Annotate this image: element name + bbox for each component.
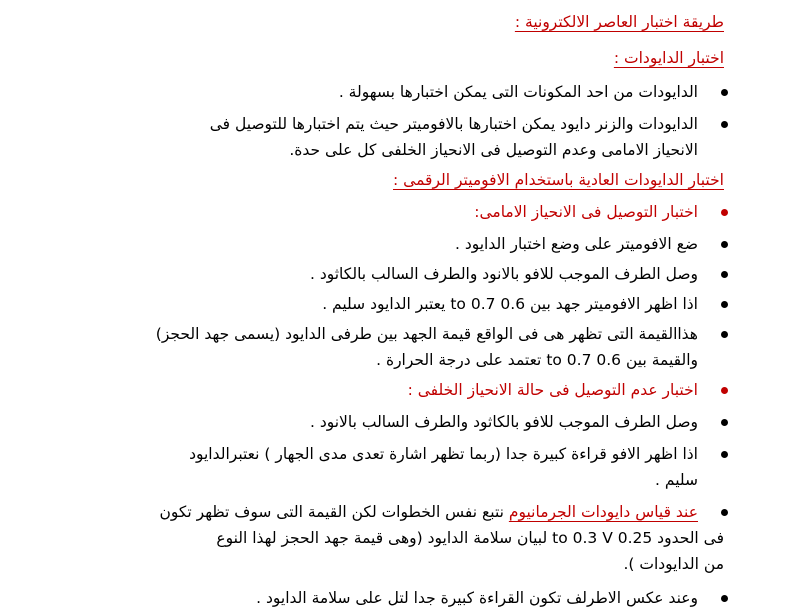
section-heading-digital-multimeter: اختبار الدايودات العادية باستخدام الافوميتر الرقمى : [393,171,724,189]
germanium-highlight: عند قياس دايودات الجرمانيوم [508,503,698,521]
bullet-icon [721,271,728,278]
list-item: الدايودات من احد المكونات التى يمكن اختبارها بسهولة . [339,80,698,104]
bullet-icon [721,451,728,458]
bullet-icon [721,241,728,248]
reverse-bias-heading: اختبار عدم التوصيل فى حالة الانحياز الخلفى : [407,381,698,399]
bullet-icon [721,89,728,96]
bullet-icon [721,331,728,338]
list-item-continuation: من الدايودات ). [623,555,724,573]
forward-bias-heading: اختبار التوصيل فى الانحياز الامامى: [474,203,698,221]
list-item-continuation: والقيمة بين 0.6 to 0.7 تعتمد على درجة الحرارة . [376,351,698,369]
bullet-icon [721,509,728,516]
list-item-continuation: فى الحدود 0.25 to 0.3 V لبيان سلامة الدايود (وهى قيمة جهد الحجز لهذا النوع [216,529,724,547]
list-item: وصل الطرف الموجب للافو بالانود والطرف السالب بالكاثود . [310,262,698,286]
list-item-continuation: سليم . [655,471,698,489]
bullet-icon [721,121,728,128]
list-item: وعند عكس الاطرلف تكون القراءة كبيرة جدا لتل على سلامة الدايود . [256,586,698,610]
list-item: هذاالقيمة التى تظهر هى فى الواقع قيمة الجهد بين طرفى الدايود (يسمى جهد الحجز) [156,322,698,346]
list-item [474,200,698,224]
bullet-icon [721,595,728,602]
bullet-icon [721,387,728,394]
list-item: اذا اظهر الافوميتر جهد بين 0.6 to 0.7 يعتبر الدايود سليم . [322,292,698,316]
list-item: وصل الطرف الموجب للافو بالكاثود والطرف السالب بالانود . [310,410,698,434]
bullet-icon [721,301,728,308]
list-item: اذا اظهر الافو قراءة كبيرة جدا (ربما تظهر اشارة تعدى مدى الجهار ) نعتبرالدايود [189,442,698,466]
list-item: ضع الافوميتر على وضع اختبار الدايود . [455,232,698,256]
list-item-continuation: الانحياز الامامى وعدم التوصيل فى الانحياز الخلفى كل على حدة. [289,141,698,159]
bullet-icon [721,419,728,426]
list-item: عند قياس دايودات الجرمانيوم نتبع نفس الخطوات لكن القيمة التى سوف تظهر تكون [159,500,698,524]
list-item: الدايودات والزنر دايود يمكن اختبارها بالافوميتر حيث يتم اختبارها للتوصيل فى [210,112,698,136]
document-title: طريقة اختبار العاصر الالكترونية : [514,13,724,31]
section-heading-diodes: اختبار الدايودات : [613,49,724,67]
list-item [408,378,698,402]
bullet-icon [721,209,728,216]
